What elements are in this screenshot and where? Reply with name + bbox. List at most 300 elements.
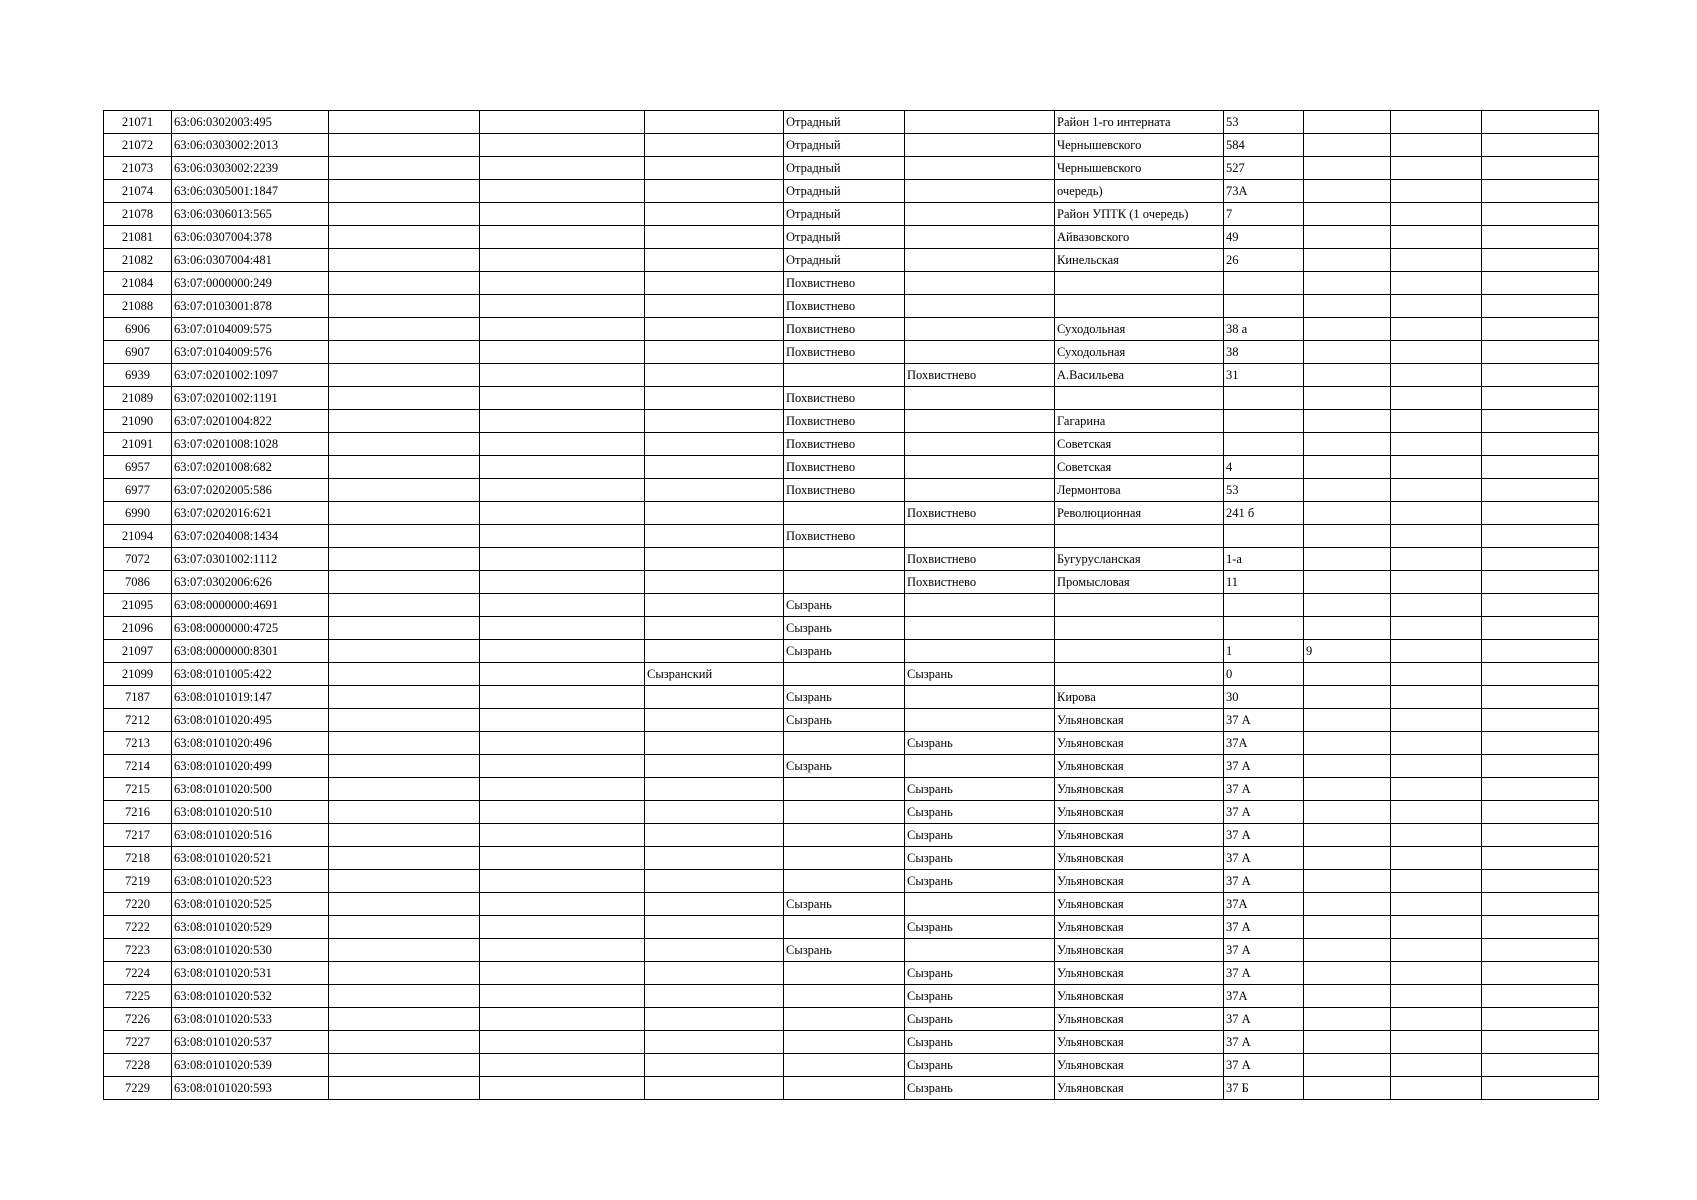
cell-street: Ульяновская [1055,870,1224,893]
cell-col-12 [1482,548,1599,571]
cell-cadastral-number: 63:07:0104009:576 [172,341,329,364]
cell-settlement [905,295,1055,318]
cell-id: 21095 [104,594,172,617]
cell-cadastral-number: 63:06:0306013:565 [172,203,329,226]
cell-district [645,1077,784,1100]
cell-street: Кирова [1055,686,1224,709]
cell-street: Советская [1055,456,1224,479]
cell-settlement: Сызрань [905,916,1055,939]
cell-street: Ульяновская [1055,1008,1224,1031]
cell-city [784,663,905,686]
cell-id: 7228 [104,1054,172,1077]
cell-col-10 [1304,157,1391,180]
cell-col-11 [1391,272,1482,295]
cell-house: 1 [1224,640,1304,663]
cell-id: 7187 [104,686,172,709]
cell-city: Отрадный [784,111,905,134]
table-row [104,157,1599,180]
cell-district [645,341,784,364]
cell-col-12 [1482,985,1599,1008]
table-row [104,364,1599,387]
cell-col-12 [1482,962,1599,985]
cell-col-12 [1482,134,1599,157]
cell-col-11 [1391,203,1482,226]
cell-cadastral-number: 63:08:0101019:147 [172,686,329,709]
cell-col-12 [1482,1008,1599,1031]
cell-street: Район УПТК (1 очередь) [1055,203,1224,226]
cell-col-3 [329,226,480,249]
cell-id: 21073 [104,157,172,180]
table-row [104,962,1599,985]
cell-col-4 [480,341,645,364]
cell-district [645,295,784,318]
cell-col-3 [329,1008,480,1031]
cell-settlement [905,111,1055,134]
cell-col-11 [1391,916,1482,939]
cell-district [645,801,784,824]
cell-id: 6907 [104,341,172,364]
cell-col-12 [1482,617,1599,640]
cell-col-11 [1391,1031,1482,1054]
cell-settlement: Сызрань [905,1031,1055,1054]
cell-house: 37 А [1224,755,1304,778]
cell-id: 21088 [104,295,172,318]
cell-id: 7223 [104,939,172,962]
cell-col-4 [480,755,645,778]
cell-settlement [905,433,1055,456]
table-row [104,456,1599,479]
cell-street: Ульяновская [1055,778,1224,801]
cell-col-10 [1304,249,1391,272]
cell-col-12 [1482,916,1599,939]
cell-col-11 [1391,295,1482,318]
cell-house: 37 Б [1224,1077,1304,1100]
cell-settlement [905,640,1055,663]
table-row [104,226,1599,249]
cell-col-4 [480,686,645,709]
cell-col-4 [480,709,645,732]
cell-col-11 [1391,801,1482,824]
cell-col-4 [480,985,645,1008]
cell-col-3 [329,640,480,663]
cell-city [784,571,905,594]
cell-id: 7227 [104,1031,172,1054]
cell-settlement: Похвистнево [905,502,1055,525]
cell-city [784,847,905,870]
cell-city: Сызрань [784,709,905,732]
cell-col-3 [329,916,480,939]
cell-col-11 [1391,1054,1482,1077]
cell-col-11 [1391,663,1482,686]
cell-city [784,548,905,571]
cell-street: Ульяновская [1055,709,1224,732]
cell-district [645,180,784,203]
cell-city: Сызрань [784,594,905,617]
cell-city: Похвистнево [784,479,905,502]
cell-district [645,847,784,870]
cell-col-4 [480,318,645,341]
table-row [104,502,1599,525]
cell-col-4 [480,893,645,916]
cell-city: Сызрань [784,939,905,962]
cell-house [1224,594,1304,617]
cell-col-12 [1482,502,1599,525]
cell-col-11 [1391,824,1482,847]
cell-city [784,824,905,847]
cell-settlement: Похвистнево [905,364,1055,387]
cell-street: Ульяновская [1055,755,1224,778]
cell-col-3 [329,617,480,640]
cell-settlement [905,249,1055,272]
cell-cadastral-number: 63:08:0101020:537 [172,1031,329,1054]
cell-col-10 [1304,479,1391,502]
cell-col-4 [480,134,645,157]
cell-city: Сызрань [784,755,905,778]
cell-district [645,318,784,341]
cell-settlement: Похвистнево [905,571,1055,594]
cell-col-3 [329,663,480,686]
cell-col-12 [1482,571,1599,594]
cell-cadastral-number: 63:08:0000000:4691 [172,594,329,617]
cell-house: 241 б [1224,502,1304,525]
cell-cadastral-number: 63:08:0000000:8301 [172,640,329,663]
cell-id: 7214 [104,755,172,778]
cell-cadastral-number: 63:07:0201002:1191 [172,387,329,410]
table-row [104,111,1599,134]
cell-col-12 [1482,364,1599,387]
cell-id: 7229 [104,1077,172,1100]
cell-col-10 [1304,755,1391,778]
cell-district [645,893,784,916]
cell-district [645,410,784,433]
cell-house [1224,617,1304,640]
cell-street: Ульяновская [1055,732,1224,755]
cell-col-11 [1391,778,1482,801]
cell-col-10 [1304,571,1391,594]
cell-district [645,640,784,663]
cell-street: Айвазовского [1055,226,1224,249]
cell-street: Промысловая [1055,571,1224,594]
cell-house: 49 [1224,226,1304,249]
cell-house: 527 [1224,157,1304,180]
cell-col-11 [1391,755,1482,778]
cell-col-3 [329,364,480,387]
cell-house: 53 [1224,111,1304,134]
cell-col-12 [1482,157,1599,180]
cell-street [1055,594,1224,617]
cell-cadastral-number: 63:08:0101020:531 [172,962,329,985]
cell-col-11 [1391,226,1482,249]
cell-col-12 [1482,1031,1599,1054]
cell-settlement [905,341,1055,364]
table-row [104,847,1599,870]
cell-id: 21096 [104,617,172,640]
cell-settlement: Сызрань [905,962,1055,985]
cell-city: Сызрань [784,893,905,916]
cell-col-11 [1391,893,1482,916]
cell-col-12 [1482,272,1599,295]
cell-id: 6906 [104,318,172,341]
cell-house: 37 А [1224,778,1304,801]
cell-col-3 [329,157,480,180]
cell-cadastral-number: 63:08:0101020:510 [172,801,329,824]
cell-id: 7215 [104,778,172,801]
cell-col-11 [1391,364,1482,387]
cell-cadastral-number: 63:07:0202005:586 [172,479,329,502]
cell-city: Похвистнево [784,341,905,364]
cell-cadastral-number: 63:08:0101020:539 [172,1054,329,1077]
cell-city: Похвистнево [784,295,905,318]
cell-col-10 [1304,686,1391,709]
cell-house [1224,410,1304,433]
cell-settlement: Сызрань [905,870,1055,893]
table-row [104,1077,1599,1100]
cell-id: 21094 [104,525,172,548]
cell-house: 7 [1224,203,1304,226]
table-row [104,939,1599,962]
cell-col-4 [480,387,645,410]
cell-city: Похвистнево [784,433,905,456]
cell-district [645,916,784,939]
cell-settlement [905,617,1055,640]
cell-city [784,364,905,387]
cell-col-3 [329,1031,480,1054]
cell-cadastral-number: 63:06:0302003:495 [172,111,329,134]
cell-cadastral-number: 63:08:0101020:499 [172,755,329,778]
cell-id: 21097 [104,640,172,663]
table-row [104,525,1599,548]
cell-street: Ульяновская [1055,985,1224,1008]
cell-city: Похвистнево [784,318,905,341]
cell-cadastral-number: 63:08:0101020:532 [172,985,329,1008]
cell-col-10 [1304,318,1391,341]
cell-house: 37 А [1224,709,1304,732]
cell-id: 6939 [104,364,172,387]
cell-col-3 [329,387,480,410]
cell-id: 21081 [104,226,172,249]
cell-col-3 [329,709,480,732]
cell-col-11 [1391,847,1482,870]
cell-col-10 [1304,732,1391,755]
cell-col-10 [1304,203,1391,226]
cell-col-10 [1304,939,1391,962]
table-row [104,548,1599,571]
cell-cadastral-number: 63:07:0301002:1112 [172,548,329,571]
cell-settlement [905,525,1055,548]
cell-street: очередь) [1055,180,1224,203]
cell-district [645,686,784,709]
cell-house [1224,433,1304,456]
cell-col-3 [329,755,480,778]
cell-col-12 [1482,387,1599,410]
cell-col-3 [329,249,480,272]
cell-col-10 [1304,364,1391,387]
table-row [104,893,1599,916]
cell-cadastral-number: 63:08:0101020:529 [172,916,329,939]
cell-house: 53 [1224,479,1304,502]
cell-city: Отрадный [784,157,905,180]
cell-col-10 [1304,410,1391,433]
cell-col-11 [1391,548,1482,571]
cell-col-10 [1304,962,1391,985]
cell-house: 26 [1224,249,1304,272]
cell-col-10 [1304,1077,1391,1100]
table-row [104,870,1599,893]
cell-id: 21082 [104,249,172,272]
cell-col-10: 9 [1304,640,1391,663]
cell-col-10 [1304,111,1391,134]
cell-house [1224,525,1304,548]
cell-settlement: Сызрань [905,663,1055,686]
cell-city: Похвистнево [784,525,905,548]
cell-district [645,870,784,893]
cell-col-4 [480,456,645,479]
cell-col-4 [480,502,645,525]
cell-col-10 [1304,824,1391,847]
cell-cadastral-number: 63:06:0303002:2013 [172,134,329,157]
cell-col-12 [1482,801,1599,824]
cell-col-11 [1391,433,1482,456]
cell-house [1224,295,1304,318]
cell-cadastral-number: 63:08:0101020:525 [172,893,329,916]
cell-street [1055,272,1224,295]
cell-col-4 [480,111,645,134]
cell-settlement [905,318,1055,341]
table-row [104,318,1599,341]
cell-cadastral-number: 63:06:0305001:1847 [172,180,329,203]
cell-cadastral-number: 63:07:0201008:682 [172,456,329,479]
cell-district [645,157,784,180]
cell-house: 37 А [1224,1054,1304,1077]
cell-col-10 [1304,594,1391,617]
cell-col-4 [480,962,645,985]
cell-col-3 [329,502,480,525]
cell-street: Ульяновская [1055,893,1224,916]
cell-district [645,548,784,571]
cell-cadastral-number: 63:06:0307004:481 [172,249,329,272]
cell-district [645,1008,784,1031]
cell-col-11 [1391,640,1482,663]
cell-col-12 [1482,893,1599,916]
table-row [104,755,1599,778]
cell-city [784,732,905,755]
cell-street [1055,663,1224,686]
table-row [104,824,1599,847]
cell-cadastral-number: 63:08:0101020:495 [172,709,329,732]
cell-col-10 [1304,1008,1391,1031]
cell-city [784,962,905,985]
cell-id: 21089 [104,387,172,410]
cell-col-4 [480,1054,645,1077]
cell-col-10 [1304,272,1391,295]
cell-city: Отрадный [784,226,905,249]
cell-city: Отрадный [784,134,905,157]
cell-settlement [905,686,1055,709]
cell-col-4 [480,571,645,594]
cell-city: Сызрань [784,617,905,640]
cell-house [1224,272,1304,295]
cell-district [645,364,784,387]
cell-col-4 [480,410,645,433]
cell-district [645,525,784,548]
cell-settlement: Сызрань [905,1008,1055,1031]
cell-street: А.Васильева [1055,364,1224,387]
cell-col-11 [1391,318,1482,341]
cell-street [1055,525,1224,548]
table-row [104,640,1599,663]
cell-col-11 [1391,985,1482,1008]
cell-house: 38 а [1224,318,1304,341]
cell-cadastral-number: 63:08:0101020:500 [172,778,329,801]
cell-col-4 [480,479,645,502]
cell-street: Ульяновская [1055,1077,1224,1100]
cell-col-12 [1482,249,1599,272]
cell-id: 7224 [104,962,172,985]
cell-city: Сызрань [784,686,905,709]
cell-house: 37 А [1224,1008,1304,1031]
cell-id: 7219 [104,870,172,893]
cell-settlement: Похвистнево [905,548,1055,571]
cell-city [784,870,905,893]
cell-house: 37 А [1224,870,1304,893]
cell-col-10 [1304,433,1391,456]
table-row [104,341,1599,364]
cell-cadastral-number: 63:08:0101020:593 [172,1077,329,1100]
cell-house: 11 [1224,571,1304,594]
cell-city: Похвистнево [784,272,905,295]
cell-col-10 [1304,985,1391,1008]
cell-col-3 [329,824,480,847]
cell-col-3 [329,870,480,893]
cell-col-3 [329,318,480,341]
cell-district [645,226,784,249]
cell-col-12 [1482,709,1599,732]
table-row [104,778,1599,801]
cell-city: Похвистнево [784,387,905,410]
cell-settlement [905,410,1055,433]
cell-id: 21091 [104,433,172,456]
cell-col-11 [1391,732,1482,755]
table-row [104,801,1599,824]
cell-col-3 [329,180,480,203]
cell-settlement [905,893,1055,916]
cell-city: Отрадный [784,249,905,272]
cell-street: Суходольная [1055,341,1224,364]
cell-id: 7222 [104,916,172,939]
table-row [104,1031,1599,1054]
cell-col-10 [1304,778,1391,801]
cell-col-4 [480,778,645,801]
cell-city [784,1077,905,1100]
cell-street: Ульяновская [1055,1054,1224,1077]
cell-street: Ульяновская [1055,939,1224,962]
cell-house: 37 А [1224,939,1304,962]
cell-cadastral-number: 63:08:0101020:516 [172,824,329,847]
cell-col-12 [1482,870,1599,893]
cell-settlement [905,456,1055,479]
cell-house: 37 А [1224,847,1304,870]
cell-settlement: Сызрань [905,1077,1055,1100]
cell-cadastral-number: 63:07:0204008:1434 [172,525,329,548]
cell-col-11 [1391,249,1482,272]
cell-col-3 [329,525,480,548]
cell-col-11 [1391,1008,1482,1031]
cell-col-11 [1391,111,1482,134]
cell-col-12 [1482,180,1599,203]
cell-col-3 [329,548,480,571]
cell-district [645,1031,784,1054]
cell-id: 7218 [104,847,172,870]
